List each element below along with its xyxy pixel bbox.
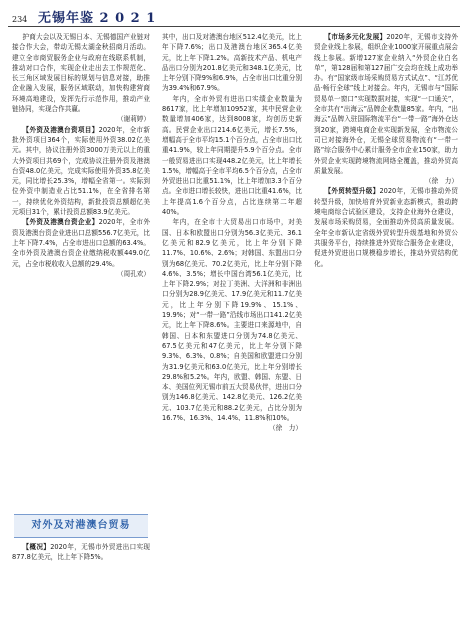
author-signature: （周孔欢） [117,269,150,278]
page-header [8,6,460,28]
column-1-bottom [12,542,150,563]
paragraph: 其中，出口及对港澳台地区512.4亿美元，比上年下降7.6%；出口及港澳台地区365.4亿美元，比上年下降1.2%。高新技术产品、机电产品出口分别为201.8亿美元和348.1亿美元，比上年分别下降9%和6.9%，占全市出口比重分别为39.4%和67.9%。 [162,33,302,93]
paragraph-text: 2020年，无锡市外贸进出口实现877.8亿美元，比上年下降5%。 [12,543,151,562]
section-heading: 【市场多元化发展】 [324,33,387,41]
section-heading: 【外资及港澳台资企业】 [22,218,99,227]
paragraph-text: 2020年，无锡市支持外贸企业线上参展，组织企业1000家开展重点展会线上参展。新增127家企业纳入“外贸企业白名单”，第128届和第127届广交会均在线上成功举办。有“国家级市场采购贸易方式试点”、“江苏优品·畅行全球”线上对接会。年内，无锡市与“国际贸易单一窗口”实现数据对接，实现“一口通关”，全市共有“出海云”品牌企业数量85家。年内，“出海云”品牌入驻国际物流平台“一带一路”海外仓达到20家，跨境电商企业实现新发展，全市物流公司已对接海外仓，无锡全球贸易物流有“一带一路”综合服务中心累计服务全市企业150家，助力外贸企业实现跨境物流网络全覆盖，推动外贸高质量发展。 [314,33,459,175]
paragraph [314,186,458,268]
author-signature: （徐 力） [425,177,458,186]
section-heading: 【概况】 [22,543,51,551]
author-signature: （谢莉婷） [117,115,150,124]
header-rule [8,26,460,27]
section-banner [14,514,148,538]
paragraph-text: 2020年，全市新批外资项目364个，实际使用外资38.02亿美元。其中，协议注册外资3000万美元以上的重大外资项目共69个，完成协议注册外资及港澳台资48.0亿美元，完成实际使用外资35.8亿美元，同比增长25.3%，增幅全省第一。实际到位外资中制造业占比51.1%，在全省排名第一，持续优化外资结构，新批投资总额超亿美元项目31个，累计投资总额83.9亿美元。 [12,125,151,217]
paragraph-text: 2020年，无锡市推动外贸转型升级，加快培育外贸新业态新模式，推动跨境电商综合试验区建设，支持企业海外仓建设，发展市场采购贸易，全面推动外贸高质量发展。全年全市新认定省级外贸转型升级基地和外贸公共服务平台，持续推进外贸综合服务企业建设，促进外贸进出口规模稳步增长，推动外贸结构优化。 [314,187,459,268]
paragraph-text: 2020年，全市外资及港澳台资企业进出口总额556.7亿美元，比上年下降7.4%，占全市进出口总额的63.4%。全市外资及港澳台资企业缴纳税收额449.0亿元，占全市税收收入总额的29.4%。 [12,218,151,268]
column-3 [314,32,458,269]
section-heading: 【外资及港澳台资项目】 [22,125,99,134]
page-number: 234 [12,15,28,24]
paragraph [314,32,458,176]
column-1 [12,32,150,279]
paragraph [12,217,150,268]
yearbook-title: 无锡年鉴 2 0 2 1 [38,11,157,26]
paragraph: 护商大会以及无锡日本、无锡德国产业链对接合作大会，带动无锡太湖金秋招商月活动。建立全市商贸服务企业与政府在线联系机制，推动对口合作，实现企业走出去工作规范化、长三角区域发展目标的规划与信息对接，助推企业融入发展，服务区域联动，加快构建营商环境高地建设，发挥先行示范作用，推动产业链协同，实现合作共赢。 [12,33,150,114]
author-signature: （徐 力） [269,424,302,433]
section-banner-title: 对外及对港澳台贸易 [31,520,131,531]
section-heading: 【外贸转型升级】 [324,187,380,196]
column-2 [162,32,302,434]
paragraph: 年内，全市外贸有进出口实绩企业数量为8617家，比上年增加10952家，其中民营企业数量增加406家，达到8008家，均创历史新高。民营企业出口214.6亿美元，增长7.5%，增幅高于全市平均15.1个百分点，占全市出口比重41.9%，较上年同期提升5.9个百分点。全市一般贸易进出口实现448.2亿美元，比上年增长1.5%，增幅高于全市平均6.5个百分点，占全市外贸进出口比重51.1%，比上年增加3.3个百分点。全市进口增长较快，进出口比重41.6%，比上年提高1.6个百分点，占比连续第二年超40%。 [162,94,302,217]
paragraph [12,542,150,563]
paragraph [12,125,150,218]
paragraph: 年内，在全市十大贸易出口市场中，对美国、日本和欧盟出口分别为56.3亿美元、36.1亿美元和82.9亿美元，比上年分别下降11.7%、10.6%、2.6%；对韩国、东盟出口分别为68亿美元、70.2亿美元，比上年分别下降4.6%、3.5%；增长中国台湾56.1亿美元，比上年下降2.9%；对拉丁美洲、大洋洲和非洲出口分别为28.9亿美元、17.9亿美元和11.7亿美元，比上年分别下降19.9%、15.1%、19.9%；对“一带一路”沿线市场出口141.2亿美元，比上年下降8.6%。主要进口来源地中，自韩国、日本和东盟进口分别为74.8亿美元、67.5亿美元和47亿美元，比上年分别下降9.3%、6.3%、0.8%；自美国和欧盟进口分别为31.9亿美元和63.0亿美元，比上年分别增长29.8%和5.2%。年内，欧盟、韩国、东盟、日本、美国位列无锡市前五大贸易伙伴，进出口分别为146.8亿美元、142.8亿美元、126.2亿美元、103.7亿美元和88.2亿美元，占比分别为16.7%、16.3%、14.4%、11.8%和10%。 [162,218,302,422]
